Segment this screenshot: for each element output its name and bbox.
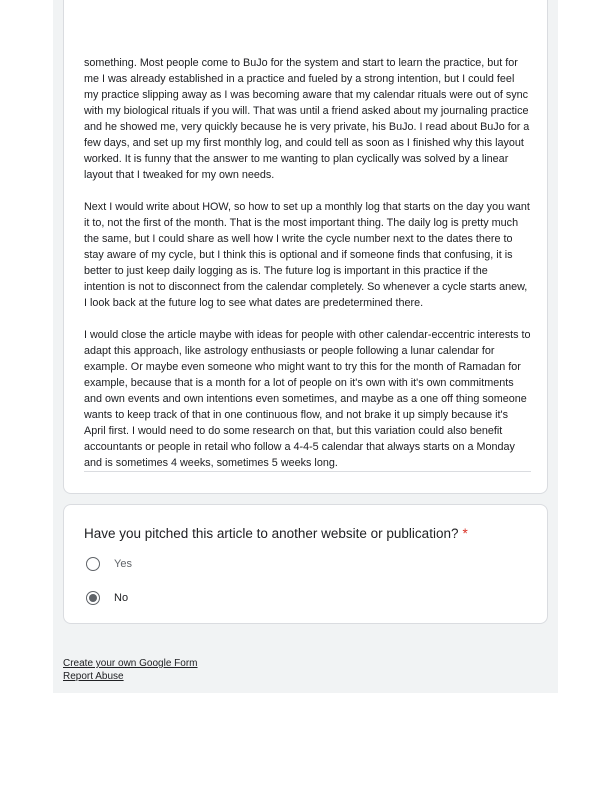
required-asterisk: * [462, 526, 468, 541]
radio-yes[interactable] [86, 557, 100, 571]
option-no[interactable] [86, 589, 128, 607]
footer-links [63, 657, 198, 683]
option-no-label: No [114, 592, 129, 604]
create-form-link[interactable]: Create your own Google Form [63, 658, 198, 669]
long-answer-text[interactable] [84, 55, 534, 472]
answer-card [63, 0, 548, 494]
option-yes-label: Yes [114, 558, 132, 570]
radio-no[interactable] [86, 591, 100, 605]
option-yes[interactable] [86, 555, 132, 573]
answer-paragraph-3: I would close the article maybe with ideas for people with other calendar-eccentric interests to adapt this approach, like astrology enthusiasts or people following a lunar calendar for example. Or maybe even someone who might want to try this for the month of Ramadan for example, because that is a month for a lot of people on it's own with it's own commitments and own events and own intentions even sometimes, and maybe as a one off thing someone wants to keep track of that in one continuous flow, and not brake it up simply because it's April first. I would need to do some research on that, but this variation could also benefit accountants or people in retail who follow a 4-4-5 calendar that always starts on a Monday and is sometimes 4 weeks, sometimes 5 weeks long. [84, 329, 534, 469]
pitched-question-card [63, 504, 548, 624]
question-title [84, 525, 468, 543]
answer-paragraph-1: something. Most people come to BuJo for the system and start to learn the practice, but for me I was already established in a practice and fueled by a strong intention, but I could feel my practice slipping away as I was becoming aware that my calendar rituals were out of sync with my biological rituals if you will. That was until a friend asked about my journaling practice and he showed me, very quickly because he is very private, his BuJo. I read about BuJo for a few days, and set up my first monthly log, and could tell as soon as I finished why this layout worked. It is funny that the answer to me wanting to plan cyclically was solved by a linear layout that I tweaked for my own needs. [84, 57, 533, 181]
report-abuse-link[interactable]: Report Abuse [63, 671, 124, 682]
answer-paragraph-2: Next I would write about HOW, so how to set up a monthly log that starts on the day you want it to, not the first of the month. That is the most important thing. The daily log is pretty much the same, but I could share as well how I write the cycle number next to the dates there to stay aware of my cycle, but I think this is optional and if someone finds that confusing, it is better to just keep daily logging as is. The future log is important in this practice if the intention is not to disconnect from the calendar completely. So whenever a cycle starts anew, I look back at the future log to see what dates are predetermined there. [84, 201, 533, 309]
question-title-text: Have you pitched this article to another website or publication? [84, 526, 459, 541]
radio-selected-dot [89, 594, 97, 602]
